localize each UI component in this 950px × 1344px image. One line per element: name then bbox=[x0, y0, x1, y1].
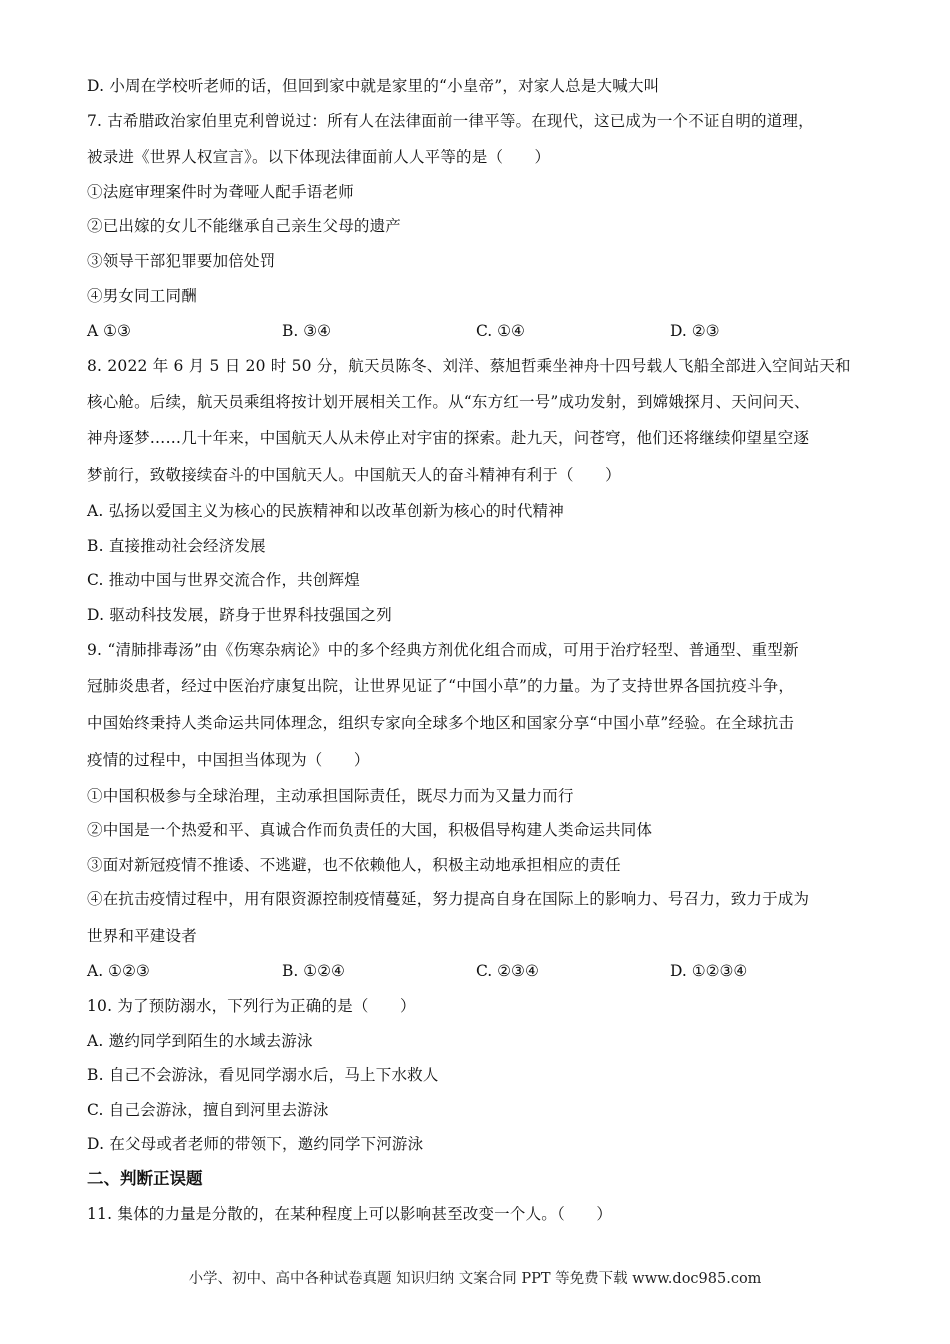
q7-stem-line-1: 7. 古希腊政治家伯里克利曾说过：所有人在法律面前一律平等。在现代，这已成为一个不证自明的道理， bbox=[87, 112, 814, 130]
q7-option-a[interactable]: A ①③ bbox=[87, 322, 131, 340]
page-footer: 小学、初中、高中各种试卷真题 知识归纳 文案合同 PPT 等免费下载 www.doc985.com bbox=[188, 1271, 762, 1287]
q7-statement-3: ③领导干部犯罪要加倍处罚 bbox=[87, 252, 276, 270]
q7-option-c[interactable]: C. ①④ bbox=[476, 322, 525, 340]
q10-option-c[interactable]: C. 自己会游泳，擅自到河里去游泳 bbox=[87, 1101, 329, 1119]
q8-option-b[interactable]: B. 直接推动社会经济发展 bbox=[87, 537, 266, 555]
q7-statement-2: ②已出嫁的女儿不能继承自己亲生父母的遗产 bbox=[87, 217, 402, 235]
q9-option-d[interactable]: D. ①②③④ bbox=[670, 962, 748, 980]
q9-options bbox=[87, 960, 887, 982]
q9-stem-line-2: 冠肺炎患者，经过中医治疗康复出院，让世界见证了“中国小草”的力量。为了支持世界各国抗疫斗争， bbox=[87, 677, 795, 695]
q9-statement-2: ②中国是一个热爱和平、真诚合作而负责任的大国，积极倡导构建人类命运共同体 bbox=[87, 821, 653, 839]
q8-stem-line-1: 8. 2022 年 6 月 5 日 20 时 50 分，航天员陈冬、刘洋、蔡旭哲乘坐神舟十四号载人飞船全部进入空间站天和 bbox=[87, 357, 851, 375]
section-title: 二、判断正误题 bbox=[87, 1169, 203, 1188]
q8-option-a[interactable]: A. 弘扬以爱国主义为核心的民族精神和以改革创新为核心的时代精神 bbox=[87, 502, 564, 520]
q10-option-a[interactable]: A. 邀约同学到陌生的水域去游泳 bbox=[87, 1032, 313, 1050]
q7-option-d[interactable]: D. ②③ bbox=[670, 322, 720, 340]
q9-statement-4-line-1: ④在抗击疫情过程中，用有限资源控制疫情蔓延，努力提高自身在国际上的影响力、号召力，致力于成为 bbox=[87, 890, 810, 908]
q9-stem-line-4: 疫情的过程中，中国担当体现为（ ） bbox=[87, 751, 370, 769]
q7-option-b[interactable]: B. ③④ bbox=[282, 322, 332, 340]
q8-option-d[interactable]: D. 驱动科技发展，跻身于世界科技强国之列 bbox=[87, 606, 392, 624]
q7-statement-4: ④男女同工同酬 bbox=[87, 287, 197, 305]
q9-statement-3: ③面对新冠疫情不推诿、不逃避，也不依赖他人，积极主动地承担相应的责任 bbox=[87, 856, 621, 874]
q9-stem-line-1: 9. “清肺排毒汤”由《伤寒杂病论》中的多个经典方剂优化组合而成，可用于治疗轻型、普通型、重型新 bbox=[87, 641, 799, 659]
q9-option-c[interactable]: C. ②③④ bbox=[476, 962, 539, 980]
q7-statement-1: ①法庭审理案件时为聋哑人配手语老师 bbox=[87, 183, 354, 201]
q6-option-d: D. 小周在学校听老师的话，但回到家中就是家里的“小皇帝”，对家人总是大喊大叫 bbox=[87, 77, 660, 95]
q11-stem: 11. 集体的力量是分散的，在某种程度上可以影响甚至改变一个人。（ ） bbox=[87, 1205, 613, 1223]
q8-stem-line-4: 梦前行，致敬接续奋斗的中国航天人。中国航天人的奋斗精神有利于（ ） bbox=[87, 466, 621, 484]
q9-option-b[interactable]: B. ①②④ bbox=[282, 962, 345, 980]
q7-stem-line-2: 被录进《世界人权宣言》。以下体现法律面前人人平等的是（ ） bbox=[87, 148, 551, 166]
q9-statement-4-line-2: 世界和平建设者 bbox=[87, 927, 197, 945]
q7-options bbox=[87, 320, 887, 342]
q9-stem-line-3: 中国始终秉持人类命运共同体理念，组织专家向全球多个地区和国家分享“中国小草”经验。在全球抗击 bbox=[87, 714, 795, 732]
q10-stem: 10. 为了预防溺水，下列行为正确的是（ ） bbox=[87, 997, 416, 1015]
q8-stem-line-3: 神舟逐梦……几十年来，中国航天人从未停止对宇宙的探索。赴九天，问苍穹，他们还将继续仰望星空逐 bbox=[87, 429, 810, 447]
q9-option-a[interactable]: A. ①②③ bbox=[87, 962, 150, 980]
q10-option-d[interactable]: D. 在父母或者老师的带领下，邀约同学下河游泳 bbox=[87, 1135, 424, 1153]
q9-statement-1: ①中国积极参与全球治理，主动承担国际责任，既尽力而为又量力而行 bbox=[87, 787, 574, 805]
q8-stem-line-2: 核心舱。后续，航天员乘组将按计划开展相关工作。从“东方红一号”成功发射，到嫦娥探月、天问问天、 bbox=[87, 393, 810, 411]
q10-option-b[interactable]: B. 自己不会游泳，看见同学溺水后，马上下水救人 bbox=[87, 1066, 439, 1084]
q8-option-c[interactable]: C. 推动中国与世界交流合作，共创辉煌 bbox=[87, 571, 360, 589]
